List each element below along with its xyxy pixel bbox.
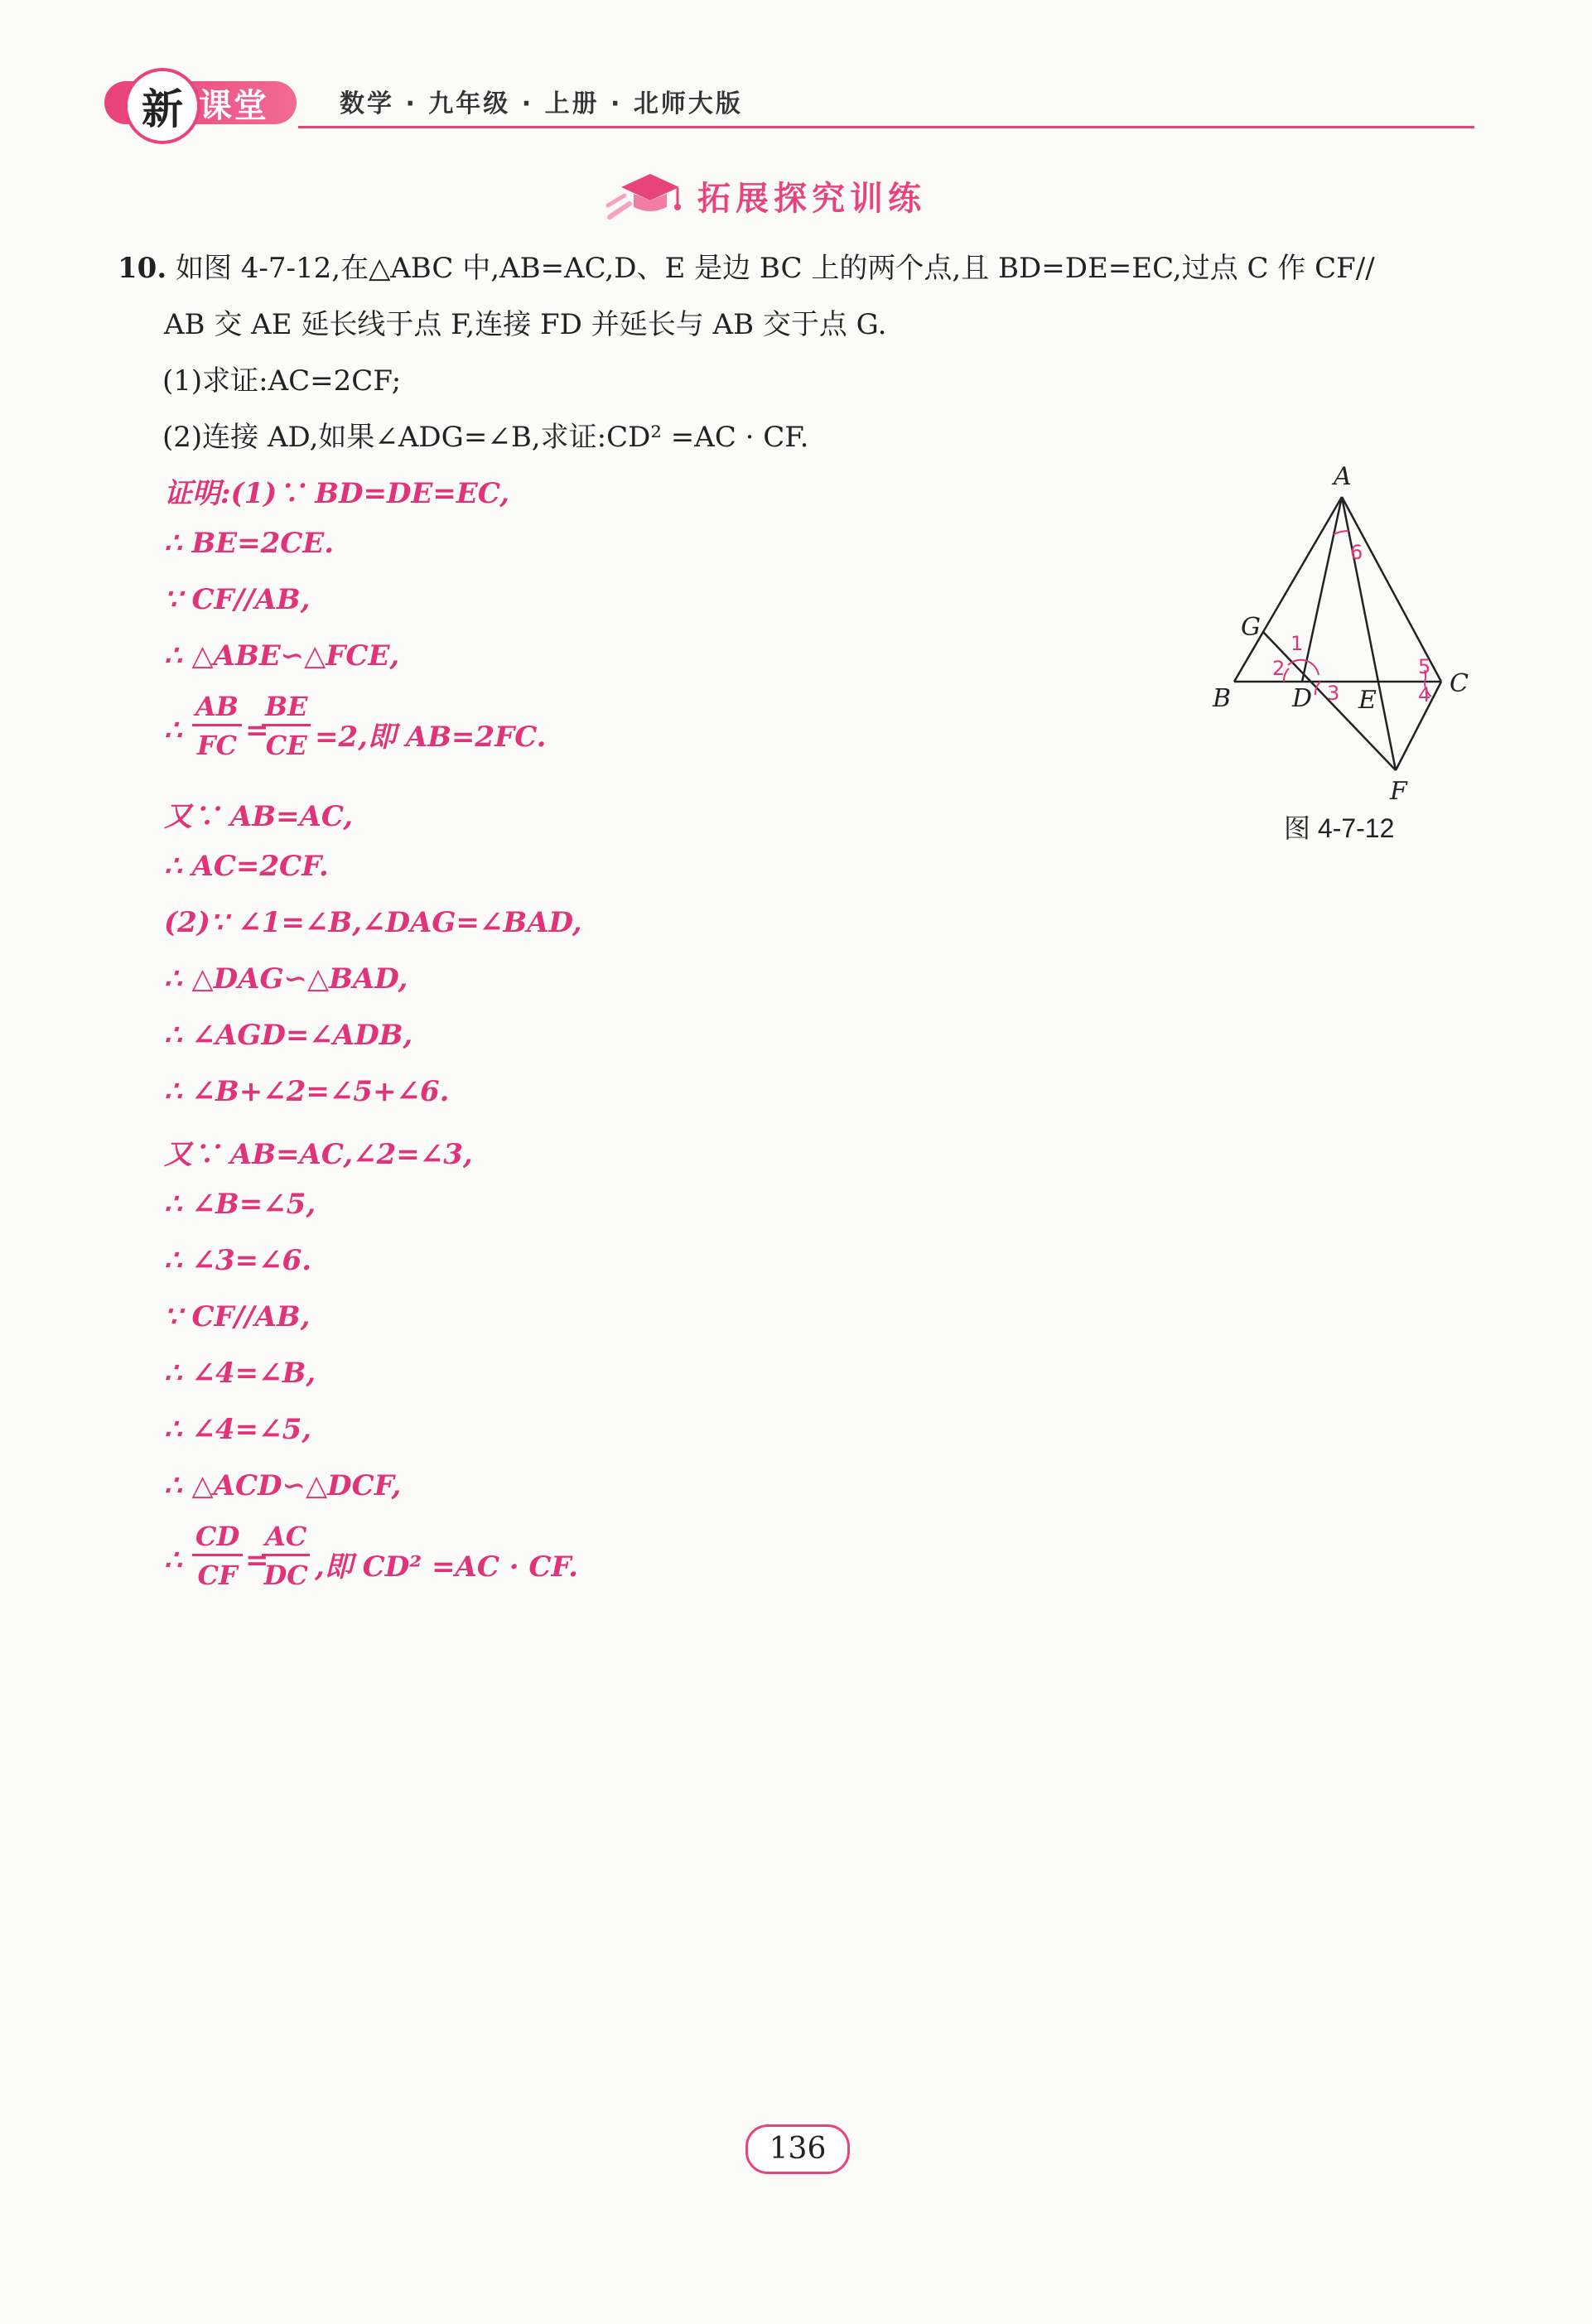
answer-line: ∴ △DAG∽△BAD, bbox=[164, 962, 408, 996]
page-number: 136 bbox=[769, 2132, 827, 2166]
answer-line: ∴ ∠AGD=∠ADB, bbox=[164, 1019, 413, 1052]
label-f: F bbox=[1390, 777, 1407, 806]
question-line-2: AB 交 AE 延长线于点 F,连接 FD 并延长与 AB 交于点 G. bbox=[164, 308, 887, 341]
answer-line: ∵ CF//AB, bbox=[164, 1300, 311, 1333]
question-line-1 bbox=[118, 245, 1375, 286]
angle-label-4: 4 bbox=[1418, 683, 1431, 706]
question-part-2: (2)连接 AD,如果∠ADG=∠B,求证:CD² =AC · CF. bbox=[162, 421, 809, 454]
answer-line: ∴ ∠4=∠5, bbox=[164, 1413, 312, 1446]
answer-line-suffix: =2,即 AB=2FC. bbox=[315, 721, 547, 754]
answer-line-prefix: ∴ bbox=[164, 714, 182, 747]
fraction-numerator: CD bbox=[192, 1521, 243, 1556]
header-divider bbox=[298, 126, 1474, 128]
fraction-denominator: FC bbox=[196, 730, 238, 761]
angle-label-3: 3 bbox=[1327, 682, 1340, 705]
fraction-denominator: CF bbox=[197, 1560, 238, 1591]
answer-line: ∴ BE=2CE. bbox=[164, 527, 335, 560]
logo-text: 课堂 bbox=[199, 86, 268, 125]
logo-char: 新 bbox=[124, 68, 200, 144]
answer-line-prefix: ∴ bbox=[164, 1544, 182, 1577]
logo-dot-icon bbox=[109, 98, 119, 108]
fraction-denominator: CE bbox=[265, 730, 307, 761]
answer-line: 又∵ AB=AC,∠2=∠3, bbox=[164, 1138, 473, 1171]
fraction-numerator: AC bbox=[262, 1521, 310, 1556]
label-a: A bbox=[1334, 462, 1352, 491]
question-number: 10. bbox=[118, 252, 167, 285]
label-b: B bbox=[1213, 684, 1232, 713]
answer-line: 又∵ AB=AC, bbox=[164, 800, 354, 833]
question-text-1: 如图 4-7-12,在△ABC 中,AB=AC,D、E 是边 BC 上的两个点,且 BD=DE=EC,过点 C 作 CF// bbox=[175, 252, 1375, 285]
answer-line: ∴ ∠B=∠5, bbox=[164, 1188, 316, 1221]
angle-label-6: 6 bbox=[1350, 541, 1363, 564]
answer-line: 证明:(1)∵ BD=DE=EC, bbox=[164, 477, 510, 510]
equals-sign: = bbox=[245, 714, 269, 747]
header-subtitle: 数学 · 九年级 · 上册 · 北师大版 bbox=[340, 89, 743, 118]
answer-line: ∴ △ABE∽△FCE, bbox=[164, 639, 400, 673]
answer-line: ∴ ∠B+∠2=∠5+∠6. bbox=[164, 1075, 450, 1108]
label-g: G bbox=[1241, 613, 1261, 642]
graduation-cap-icon bbox=[605, 162, 696, 229]
equals-sign: = bbox=[245, 1544, 269, 1577]
angle-label-1: 1 bbox=[1290, 632, 1304, 655]
angle-label-5: 5 bbox=[1418, 655, 1431, 678]
fraction-be-ce bbox=[262, 691, 311, 761]
answer-line: ∴ ∠3=∠6. bbox=[164, 1244, 312, 1277]
geometry-figure bbox=[1201, 451, 1499, 816]
answer-line: ∴ ∠4=∠B, bbox=[164, 1357, 316, 1390]
answer-line: ∴ AC=2CF. bbox=[164, 850, 329, 883]
figure-lines bbox=[1234, 497, 1441, 770]
label-e: E bbox=[1358, 686, 1377, 715]
fraction-cd-cf bbox=[192, 1521, 243, 1591]
fraction-denominator: DC bbox=[263, 1560, 308, 1591]
answer-line: ∴ △ACD∽△DCF, bbox=[164, 1469, 402, 1502]
angle-label-2: 2 bbox=[1272, 657, 1286, 680]
answer-line-suffix: ,即 CD² =AC · CF. bbox=[315, 1550, 579, 1584]
label-c: C bbox=[1450, 669, 1469, 698]
answer-line: ∵ CF//AB, bbox=[164, 583, 311, 616]
question-part-1: (1)求证:AC=2CF; bbox=[162, 364, 402, 398]
fraction-numerator: BE bbox=[262, 691, 311, 726]
label-d: D bbox=[1292, 684, 1313, 713]
fraction-ac-dc bbox=[262, 1521, 310, 1591]
figure-caption: 图 4-7-12 bbox=[1284, 813, 1395, 843]
section-title: 拓展探究训练 bbox=[697, 180, 926, 218]
answer-line: (2)∵ ∠1=∠B,∠DAG=∠BAD, bbox=[164, 906, 582, 939]
fraction-ab-fc bbox=[192, 691, 242, 761]
fraction-numerator: AB bbox=[192, 691, 242, 726]
